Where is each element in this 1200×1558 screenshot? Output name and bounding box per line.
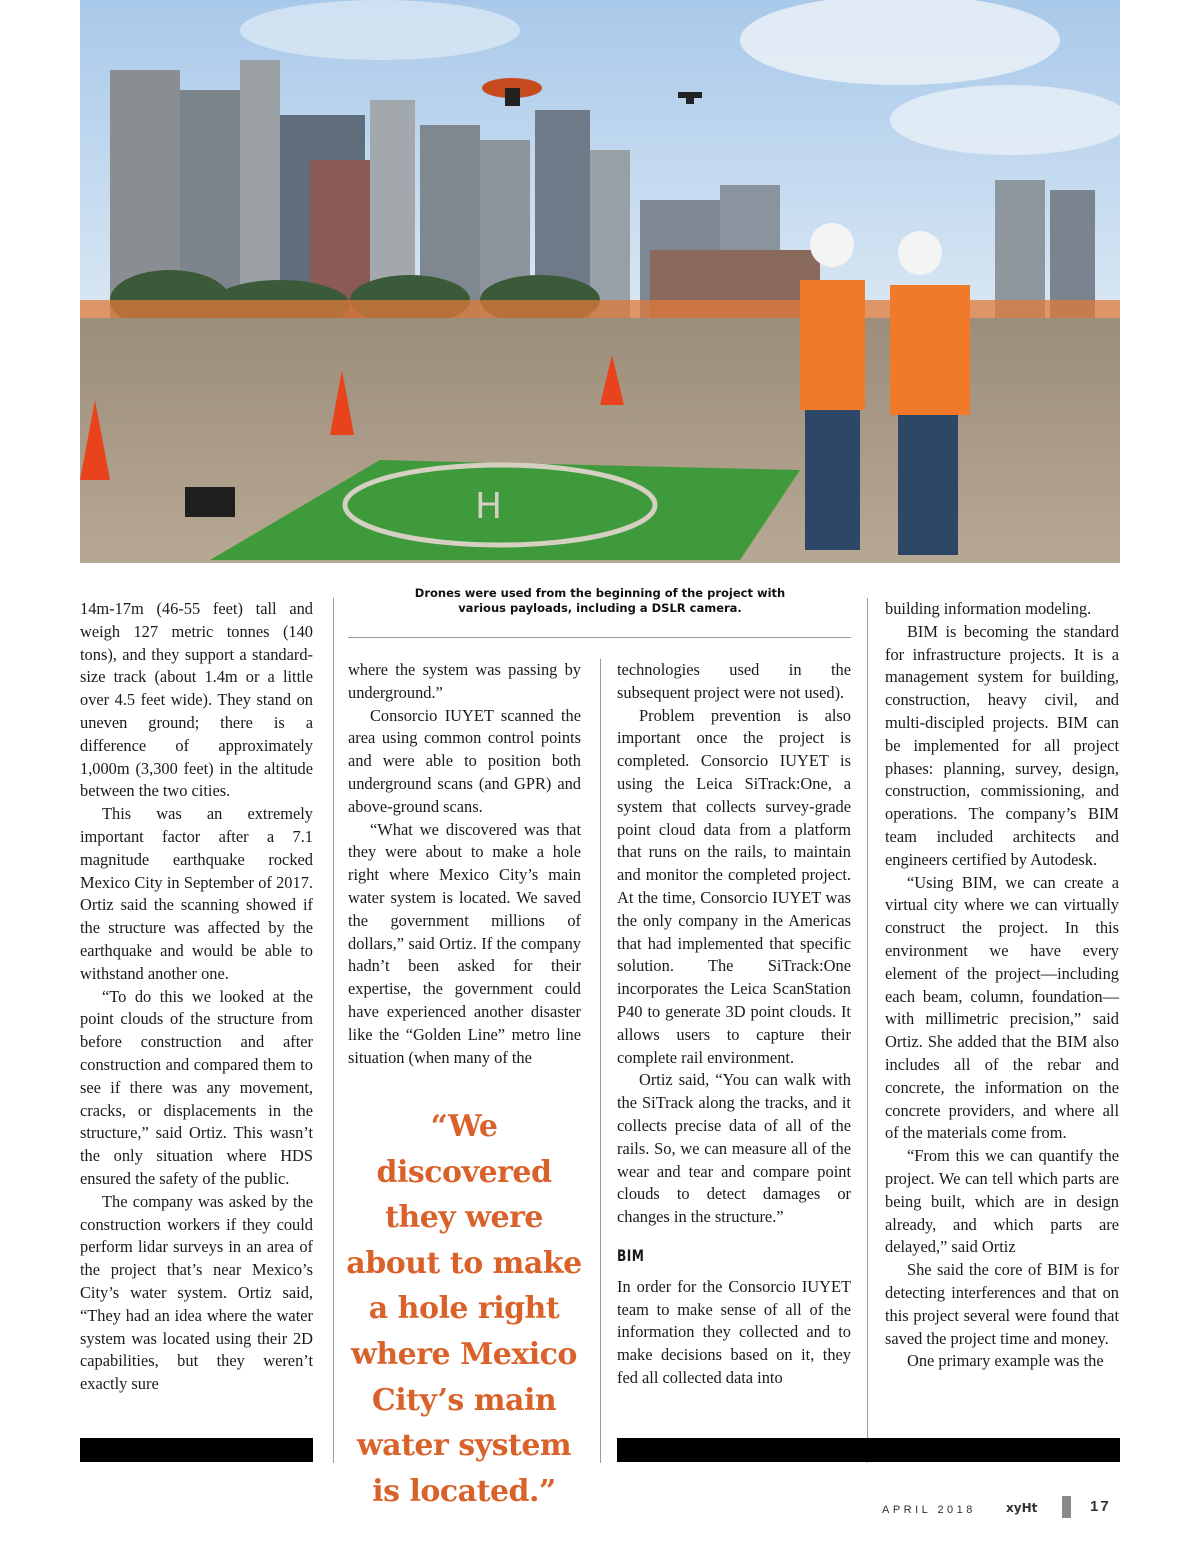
column-divider	[333, 598, 334, 1463]
text-column-1	[80, 598, 313, 1396]
pull-quote-line: they were	[385, 1200, 543, 1236]
pull-quote-line: water system	[356, 1428, 572, 1464]
paragraph: BIM is becoming the standard for infrastructure projects. It is a management system for building, construction, heavy civil, and multi-discipled projects. BIM can be implemented for all project phases: planning, survey, design, construction, commissioning, and operations. The company’s BIM team included architects and engineers certified by Autodesk.	[885, 621, 1119, 869]
column-divider	[867, 598, 868, 1463]
photo-illustration	[80, 0, 1120, 563]
paragraph: This was an extremely important factor after a 7.1 magnitude earthquake rocked Mexico City in September of 2017. Ortiz said the scanning showed if the structure was affected by the earthquake and would be able to withstand another one.	[80, 804, 313, 983]
text-column-4	[885, 598, 1119, 1373]
section-heading: BIM	[617, 1245, 645, 1265]
black-bar	[80, 1438, 313, 1462]
column-divider	[600, 659, 601, 1463]
paragraph: 14m-17m (46-55 feet) tall and weigh 127 metric tonnes (140 tons), and they support a standard-size track (about 1.4m or a little over 4.5 feet wide). They stand on uneven ground; there is a difference of approximately 1,000m (3,300 feet) in the altitude between the two cities.	[80, 599, 313, 801]
svg-text:H: H	[475, 486, 503, 527]
pull-quote-line: a hole right	[368, 1291, 560, 1327]
paragraph: where the system was passing by underground.”	[348, 660, 581, 702]
pull-quote-line: City’s main	[371, 1382, 557, 1418]
pull-quote	[344, 1104, 584, 1514]
paragraph: The company was asked by the construction workers if they could perform lidar surveys in an area of the project that’s near Mexico’s City’s water system. Ortiz said, “They had an idea where the water system was located using their 2D capabilities, but they weren’t exactly sure	[80, 1191, 313, 1394]
photo-caption: Drones were used from the beginning of the project with various payloads, including a DSLR camera.	[414, 586, 786, 615]
text-column-2	[348, 659, 581, 1069]
caption-divider	[348, 637, 851, 638]
footer-separator	[1062, 1496, 1071, 1518]
paragraph: She said the core of BIM is for detecting interferences and that on this project several were found that saved the project time and money.	[885, 1260, 1119, 1348]
paragraph: In order for the Consorcio IUYET team to make sense of all of the information they collected and to make decisions based on it, they fed all collected data into	[617, 1276, 851, 1387]
paragraph: “From this we can quantify the project. We can tell which parts are being built, which are in design already, and which parts are delayed,” said Ortiz	[885, 1146, 1119, 1257]
pull-quote-line: “We discovered	[376, 1109, 552, 1190]
page-number: 17	[1090, 1498, 1111, 1515]
footer-issue-date: APRIL 2018	[882, 1504, 976, 1516]
paragraph: Consorcio IUYET scanned the area using common control points and were able to position both underground scans (and GPR) and above-ground scans.	[348, 705, 581, 816]
paragraph: Ortiz said, “You can walk with the SiTrack along the tracks, and it collects precise data of all of the rails. So, we can measure all of the wear and tear and compare point clouds to detect damages or changes in the structure.”	[617, 1070, 851, 1227]
paragraph: “What we discovered was that they were about to make a hole right where Mexico City’s main water system is located. We saved the government millions of dollars,” said Ortiz. If the company hadn’t been asked for their expertise, the government could have experienced another disaster like the “Golden Line” metro line situation (when many of the	[348, 819, 581, 1067]
pull-quote-line: where Mexico	[351, 1336, 577, 1372]
paragraph: “Using BIM, we can create a virtual city where we can virtually construct the project. In this environment we have every element of the project—including each beam, column, foundation—with millimetric precision,” said Ortiz. She added that the BIM also includes all of the rebar and concrete, the information on the concrete providers, and where all of the materials come from.	[885, 872, 1119, 1143]
paragraph: building information modeling.	[885, 599, 1092, 618]
paragraph: technologies used in the subsequent project were not used).	[617, 660, 851, 702]
paragraph: “To do this we looked at the point clouds of the structure from before construction and after construction and compared them to see if there was any movement, cracks, or displacements in the structure,” said Ortiz. This wasn’t the only situation where HDS ensured the safety of the public.	[80, 986, 313, 1188]
text-column-3	[617, 659, 851, 1390]
footer-magazine-name: xyHt	[1006, 1501, 1038, 1515]
pull-quote-line: is located.”	[372, 1473, 556, 1509]
pull-quote-line: about to make	[346, 1245, 582, 1281]
drone-photo	[80, 0, 1120, 563]
paragraph: One primary example was the	[907, 1351, 1104, 1371]
black-bar	[617, 1438, 1120, 1462]
paragraph: Problem prevention is also important once the project is completed. Consorcio IUYET is using the Leica SiTrack:One, a system that collects survey-grade point cloud data from a platform that runs on the rails, to maintain and monitor the completed project. At the time, Consorcio IUYET was the only company in the Americas that had implemented that specific solution. The SiTrack:One incorporates the Leica ScanStation P40 to generate 3D point clouds. It allows users to capture their complete rail environment.	[617, 705, 851, 1067]
